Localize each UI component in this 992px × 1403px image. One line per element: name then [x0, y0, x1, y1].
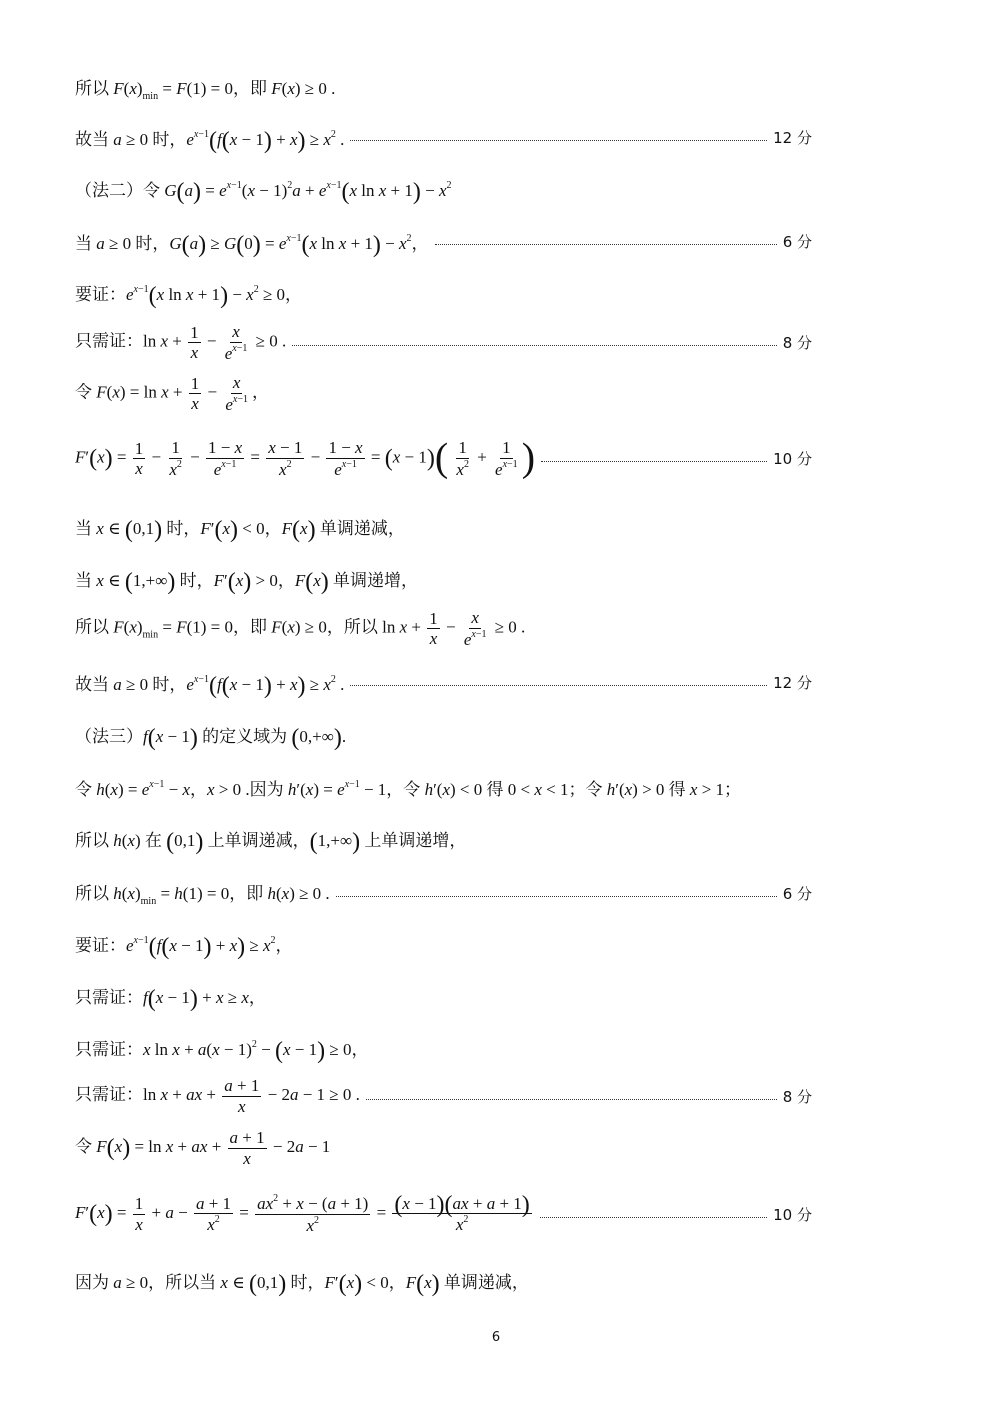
line-6: 只需证：ln x + $\frac{1}{x}$ − $\frac{x}{e^{x-1}}$ ≥ 0 . 8 分 [75, 322, 812, 363]
dot-leader [540, 1217, 767, 1218]
line-3: （法二）令 $G(a) = e^{x-1}(x - 1)^2a + e^{x-1}(x$ $\ln x + 1) - x^2$ [75, 179, 452, 205]
line-9: 当 x ∈ (0,1) 时，F′(x) < 0，F(x) 单调递减， [75, 517, 405, 543]
line-19: 只需证：x $\ln x + a(x - 1)^2 - (x - 1) \ge 0$， [75, 1038, 369, 1064]
line-15: 所以 h(x) 在 (0,1) 上单调递减，(1,+∞) 上单调递增， [75, 829, 467, 855]
line-18: 只需证：f(x − 1) + x ≥ x， [75, 986, 266, 1012]
score-label: 12 分 [773, 674, 812, 692]
line-5: 要证：$e^{x-1}(x$ $\ln x + 1) - x^2 \ge 0$， [75, 283, 303, 309]
line-14: 令 $h(x) = e^{x-1} - x$，x > 0 .因为 $h'(x) = e^{x-1} - 1$，令 h′(x) < 0 得 0 < x < 1；令 h′(x) > 0 得 x > 1； [75, 779, 742, 799]
dot-leader [350, 140, 767, 141]
line-21: 令 F(x) = ln x + ax + $\frac{a + 1}{x}$ − 2a − 1 [75, 1128, 331, 1168]
line-2: 故当 a ≥ 0 时，$e^{x-1}(f(x - 1) + x) \ge x^2$ . 12 分 [75, 128, 812, 154]
line-16: 所以 $h(x)_{min} = h(1) = 0$，即 h(x) ≥ 0 . 6 分 [75, 884, 812, 907]
line-12: 故当 a ≥ 0 时，$e^{x-1}(f(x - 1) + x) \ge x^2$ . 12 分 [75, 673, 812, 699]
dot-leader [435, 244, 777, 245]
dot-leader [350, 685, 767, 686]
score-label: 10 分 [773, 450, 812, 469]
line-8: F′(x) = $\frac{1}{x}$ − $\frac{1}{x^2}$ − $\frac{1 - x}{e^{x-1}}$ = $\frac{x - 1}{x^2}$ − $\frac{1 - x}{e^{x-1}}$ = (x − 1)( $\frac{1}{x^2}$ + $\frac{1}{e^{x-1}}$ ) 10 分 [75, 434, 812, 480]
score-label: 8 分 [782, 334, 812, 353]
score-label: 12 分 [773, 129, 812, 147]
score-label: 8 分 [782, 1087, 812, 1106]
dot-leader [292, 345, 776, 346]
score-label: 10 分 [773, 1205, 812, 1224]
dot-leader [336, 896, 777, 897]
line-4: 当 a ≥ 0 时，$G(a) \ge G(0) = e^{x-1}(x$ $\ln x + 1) - x^2$， 6 分 [75, 232, 812, 258]
dot-leader [541, 461, 767, 462]
dot-leader [366, 1099, 777, 1100]
line-11: 所以 $F(x)_{min} = F(1) = 0$，即 F(x) ≥ 0，所以 ln x + $\frac{1}{x}$ − $\frac{x}{e^{x-1}}$ ≥ 0 . [75, 608, 526, 649]
line-20: 只需证：ln x + ax + $\frac{a + 1}{x}$ − 2a − 1 ≥ 0 . 8 分 [75, 1076, 812, 1116]
line-1: 所以 $F(x)_{min} = F(1) = 0$，即 F(x) ≥ 0 . [75, 79, 336, 102]
line-22: F′(x) = $\frac{1}{x}$ + a − $\frac{a + 1}{x^2}$ = $\frac{ax^2 + x - (a + 1)}{x^2}$ = $\frac{(x - 1)(ax + a + 1)}{x^2}$ 10 分 [75, 1191, 812, 1235]
page-number: 6 [491, 1330, 501, 1345]
score-label: 6 分 [782, 233, 812, 251]
score-label: 6 分 [782, 884, 812, 903]
line-23: 因为 a ≥ 0，所以当 x ∈ (0,1) 时，F′(x) < 0，F(x) 单调递减， [75, 1271, 529, 1297]
line-7: 令 F(x) = ln x + $\frac{1}{x}$ − $\frac{x}{e^{x-1}}$ ， [75, 373, 269, 414]
line-17: 要证：$e^{x-1}(f(x - 1) + x) \ge x^2$， [75, 934, 293, 960]
line-13: （法三）f(x − 1) 的定义域为 (0,+∞). [75, 725, 347, 751]
line-10: 当 x ∈ (1,+∞) 时，F′(x) > 0，F(x) 单调递增， [75, 569, 419, 595]
